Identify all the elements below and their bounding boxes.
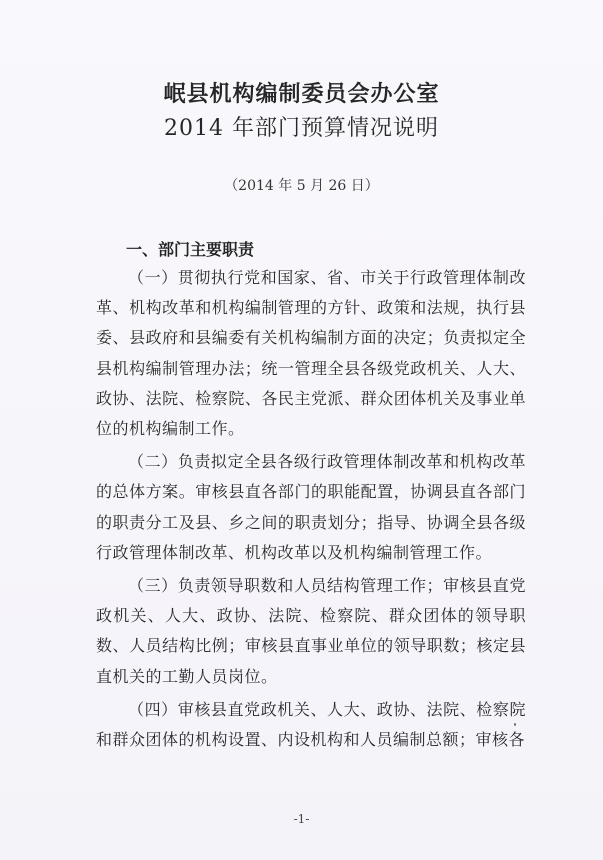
page-number: -1- (293, 812, 310, 826)
paragraph-4: （四）审核县直党政机关、人大、政协、法院、检察院和群众团体的机构设置、内设机构和人员编制总额；审核各 (96, 699, 526, 750)
scan-speck (514, 723, 516, 726)
paragraph-1: （一）贯彻执行党和国家、省、市关于行政管理体制改革、机构改革和机构编制管理的方针、政策和法规，执行县委、县政府和县编委有关机构编制方面的决定；负责拟定全县机构编制管理办法；统一管理全县各级党政机关、人大、政协、法院、检察院、各民主党派、群众团体机关及事业单位的机构编制工作。 (96, 268, 526, 439)
document-date: （2014 年 5 月 26 日） (224, 178, 379, 194)
section-heading: 一、部门主要职责 (126, 240, 255, 259)
paragraph-2: （二）负责拟定全县各级行政管理体制改革和机构改革的总体方案。审核县直各部门的职能配置，协调县直各部门的职责分工及县、乡之间的职责划分；指导、协调全县各级行政管理体制改革、机构改革以及机构编制管理工作。 (96, 452, 526, 562)
document-title-line2: 2014 年部门预算情况说明 (164, 116, 439, 141)
document-title-line1: 岷县机构编制委员会办公室 (163, 81, 440, 107)
document-body (96, 263, 526, 758)
paragraph-3: （三）负责领导职数和人员结构管理工作；审核县直党政机关、人大、政协、法院、检察院、群众团体的领导职数、人员结构比例；审核县直事业单位的领导职数；核定县直机关的工勤人员岗位。 (96, 576, 526, 686)
